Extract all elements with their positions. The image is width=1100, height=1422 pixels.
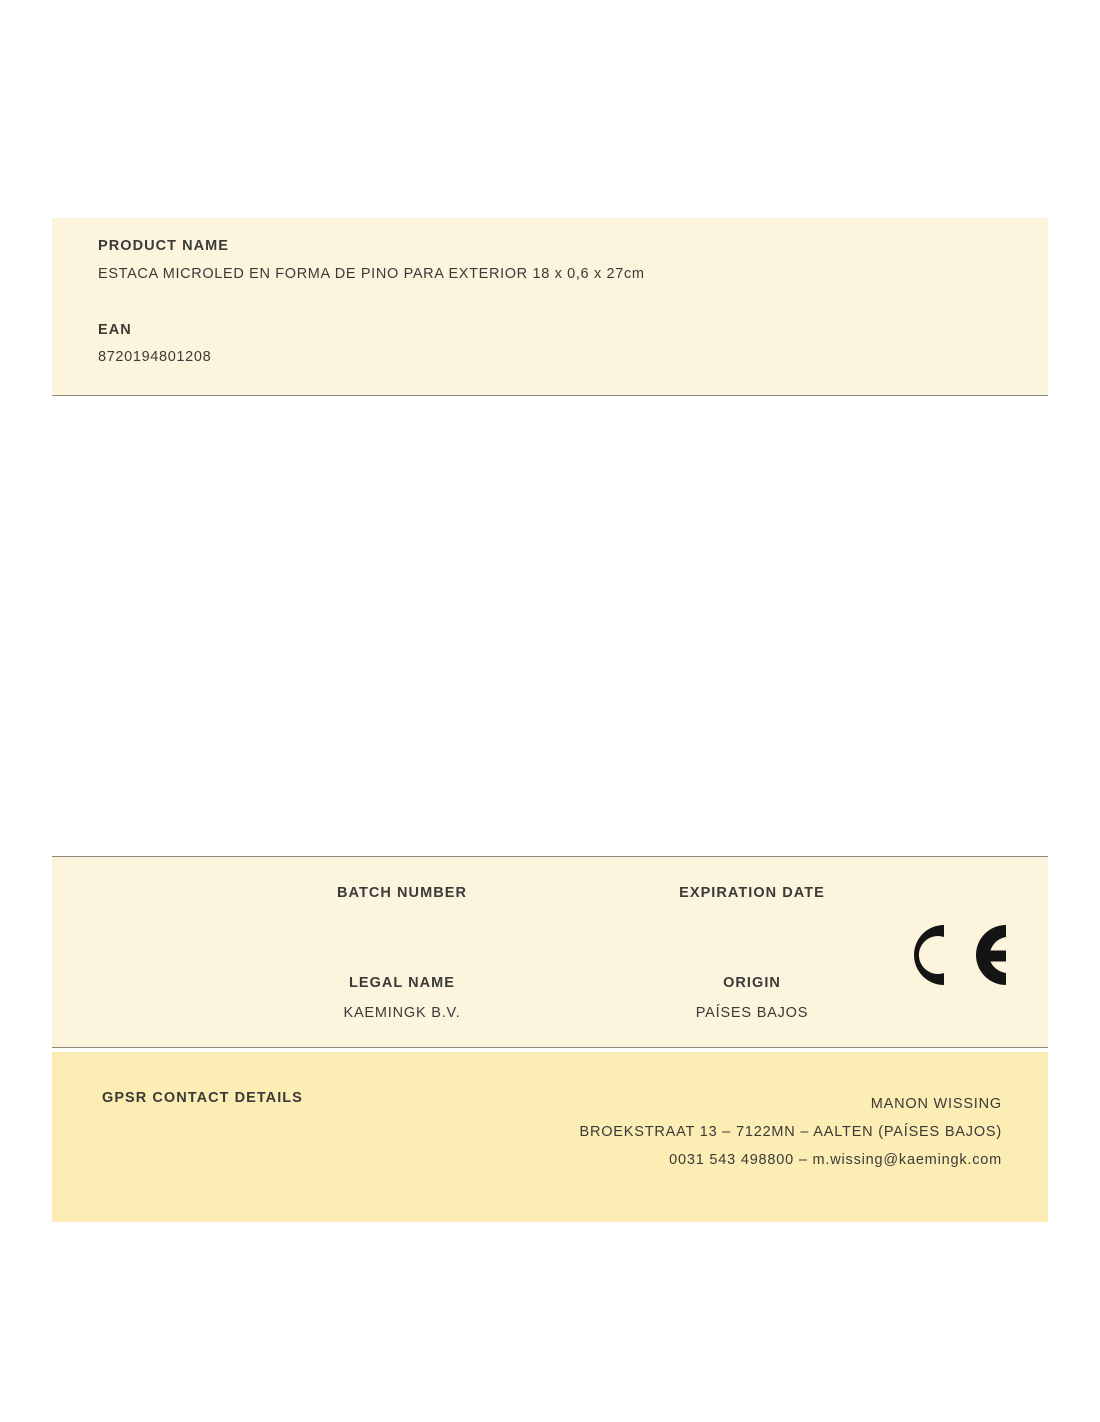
product-info-block [52, 218, 1048, 396]
origin-value: PAÍSES BAJOS [695, 1005, 809, 1021]
ean-value: 8720194801208 [98, 349, 212, 366]
ean-label: EAN [98, 321, 132, 338]
gpsr-contact-address: BROEKSTRAAT 13 – 7122MN – AALTEN (PAÍSES BAJOS) [579, 1124, 1002, 1140]
gpsr-contact-block [52, 1052, 1048, 1222]
blank-content-area [52, 396, 1048, 856]
expiration-date-label: EXPIRATION DATE [679, 885, 825, 901]
spacer [98, 286, 1002, 320]
product-name-label: PRODUCT NAME [98, 238, 230, 254]
batch-legal-block [52, 856, 1048, 1048]
product-name-value: ESTACA MICROLED EN FORMA DE PINO PARA EXTERIOR 18 x 0,6 x 27cm [98, 265, 645, 282]
ce-mark-icon [904, 919, 1014, 991]
gpsr-contact-name: MANON WISSING [870, 1096, 1002, 1112]
gpsr-contact-details [579, 1090, 1002, 1174]
batch-number-label: BATCH NUMBER [337, 885, 467, 901]
gpsr-contact-phone-email: 0031 543 498800 – m.wissing@kaemingk.com [669, 1152, 1002, 1168]
origin-label: ORIGIN [723, 975, 781, 991]
legal-name-label: LEGAL NAME [348, 975, 456, 991]
gpsr-contact-label: GPSR CONTACT DETAILS [102, 1090, 303, 1106]
legal-name-value: KAEMINGK B.V. [343, 1005, 461, 1021]
